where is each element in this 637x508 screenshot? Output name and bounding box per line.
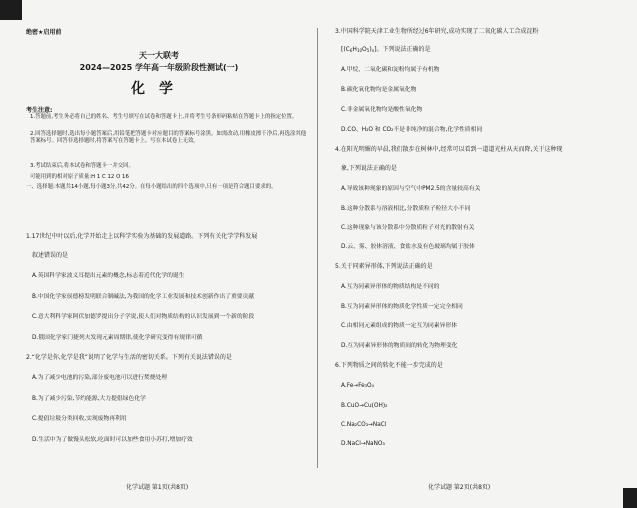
question-2-option-a: A.为了减少电池的污染,部分废电池可以进行焚烧处理 (32, 375, 168, 381)
secret-mark: 绝密★启用前 (26, 29, 62, 36)
notes-title: 考生注意: (26, 107, 53, 114)
page-1-footer: 化学试题 第1页(共8页) (126, 484, 189, 491)
question-4-option-a: A.导致该种现象的原因与空气中PM2.5的含量较高有关 (341, 186, 481, 192)
page-2-footer: 化学试题 第2页(共8页) (428, 484, 491, 491)
question-4-stem: 4.在阳光明媚的早晨,我们散步在树林中,经常可以看到一道道光柱从天而降,关于这种现 (335, 146, 563, 153)
question-6-option-c: C.Na₂CO₃→NaCl (341, 422, 387, 428)
question-1-stem: 叙述错误的是 (32, 252, 69, 259)
exam-title: 2024—2025 学年高一年级阶段性测试(一) (79, 63, 239, 72)
question-4-option-d: D.云、雾、胶体溶液、食盐水及有色玻璃均属于胶体 (341, 244, 475, 250)
note-item: 2.回答选择题时,选出每小题答案后,用铅笔把答题卡对应题目的答案标号涂黑。如需改动,用橡皮擦干净后,再选涂其他答案标号。回答非选择题时,将答案写在答题卡上。写在本试卷上无效。 (30, 131, 307, 144)
question-5-option-d: D.互为同素异形体的物质间的转化为物理变化 (341, 343, 458, 349)
question-4-stem: 象,下列说法正确的是 (341, 165, 397, 172)
question-1-option-b: B.中国化学家侯德榜发明联合制碱法,为我国的化学工业发展和技术创新作出了重要贡献 (32, 294, 255, 300)
question-5-option-a: A.互为同素异形体的物质结构是不同的 (341, 284, 440, 290)
question-1-option-c: C.意大利科学家阿伏加德罗提出分子学说,使人们对物质结构的认识发展到一个新的阶段 (32, 314, 255, 320)
atomic-mass: 可能用到的相对原子质量:H 1 C 12 O 16 (30, 174, 129, 180)
question-4-option-c: C.这种现象与该分散系中分散质粒子对光的散射有关 (341, 225, 475, 231)
page-2 (318, 0, 637, 508)
question-6-option-a: A.Fe→Fe₃O₄ (341, 383, 374, 389)
question-1-option-d: D.俄国化学家门捷列夫发现元素周期律,使化学研究变得有规律可循 (32, 335, 203, 341)
question-5-option-b: B.互为同素异形体的物质化学性质一定完全相同 (341, 304, 463, 310)
question-3-stem: 3.中国科学院天津工业生物所经过6年研究,成功实现了二氧化碳人工合成淀粉 (335, 28, 539, 35)
question-4-option-b: B.这种分散系与溶液相比,分散质粒子粒径大小不同 (341, 206, 471, 212)
brand-title: 天一大联考 (139, 51, 179, 60)
question-6-option-b: B.CuO→Cu(OH)₂ (341, 403, 388, 409)
question-1-option-a: A.英国科学家波义耳提出元素的概念,标志着近代化学的诞生 (32, 273, 185, 279)
subject-title: 化学 (131, 81, 187, 97)
question-6-stem: 6.下列物质之间的转化不能一步完成的是 (335, 362, 443, 369)
question-5-option-c: C.由相同元素组成的物质一定互为同素异形体 (341, 323, 458, 329)
question-2-option-d: D.生活中为了做馒头松软,吃面时可以加些食用小苏打,增加疗效 (32, 437, 193, 443)
question-3-option-b: B.碳化氧化物均是金属氧化物 (341, 87, 417, 93)
question-5-stem: 5.关于同素异形体,下列说法正确的是 (335, 263, 433, 270)
note-item: 1.答题前,考生务必将自己的姓名、考生号填写在试卷和答题卡上,并将考生号条形码粘贴在答题卡上的指定位置。 (30, 114, 298, 120)
question-1-stem: 1.17世纪中叶以后,化学开始走上以科学实验为基础的发展道路。下列有关化学学科发展 (26, 233, 258, 240)
question-6-option-d: D.NaCl→NaNO₃ (341, 441, 385, 447)
question-3-option-d: D.CO、H₂O 和 CO₂不是非纯净的混合物,化学性质相同 (341, 127, 483, 133)
section-instruction: 一、选择题:本题共14小题,每小题3分,共42分。在每小题给出的四个选项中,只有一项是符合题目要求的。 (26, 184, 277, 190)
question-2-option-c: C.提倡垃圾分类回收,实现废物再利用 (32, 416, 127, 422)
question-2-stem: 2.“化学是你,化学是我”说明了化学与生活的密切关系。下列有关说法错误的是 (26, 354, 232, 361)
question-3-formula-line: $[(C_6H_{10}O_5)_n]$。下列说法正确的是 (341, 46, 431, 53)
question-3-option-c: C.非金属氧化物均是酸性氧化物 (341, 107, 423, 113)
question-3-option-a: A.甲烷、二氧化碳和淀粉均属于有机物 (341, 67, 440, 73)
page-1 (0, 0, 318, 508)
note-item: 3.考试结束后,将本试卷和答题卡一并交回。 (30, 163, 134, 169)
question-2-option-b: B.为了减少污染,节约能源,大力提倡绿色化学 (32, 396, 146, 402)
